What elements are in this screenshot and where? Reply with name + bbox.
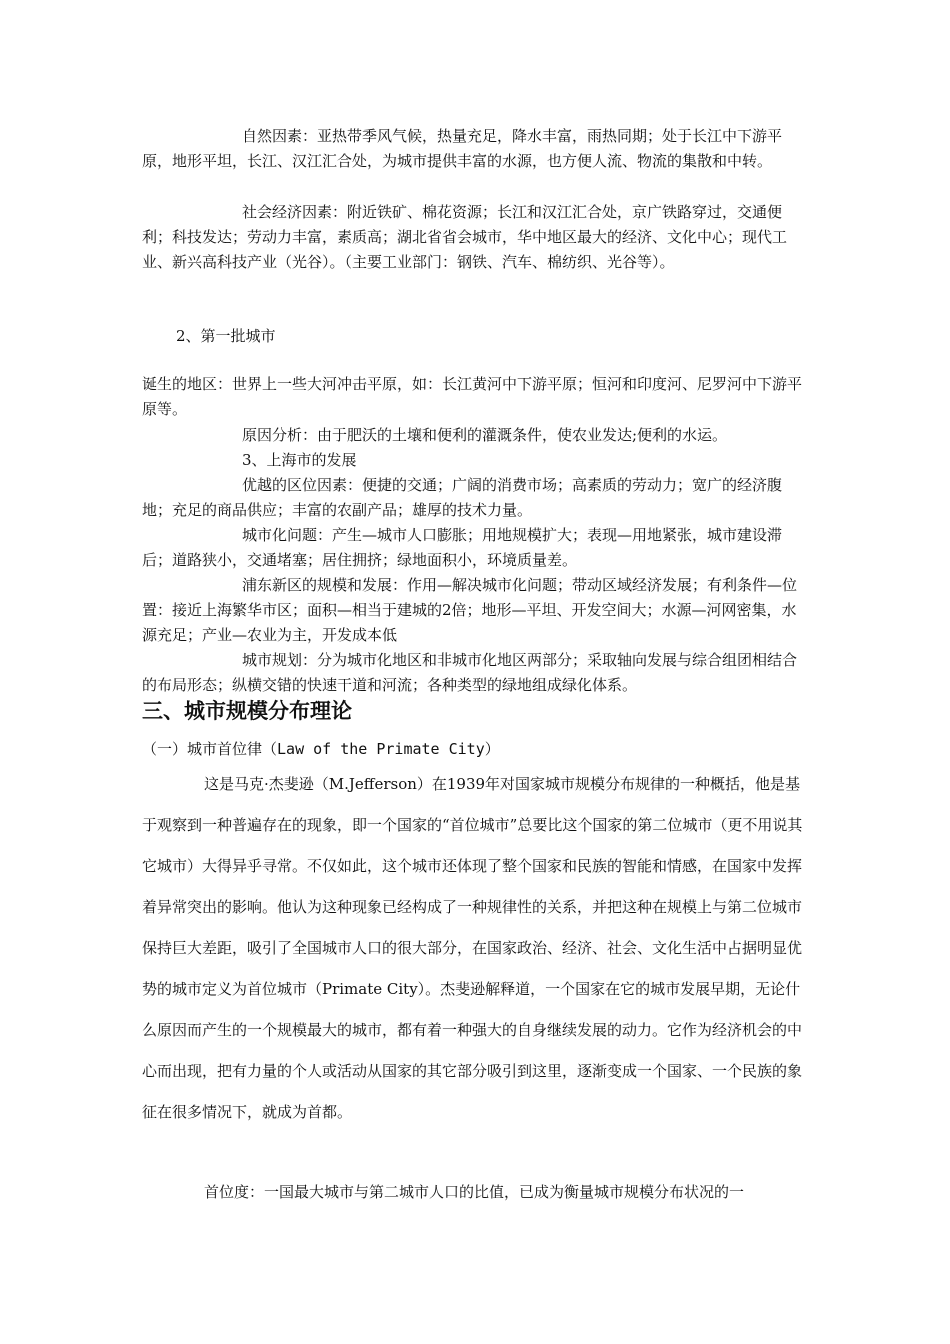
shanghai-heading: 3、上海市的发展 bbox=[242, 451, 357, 469]
jefferson-paragraph: 这是马克·杰斐逊（M.Jefferson）在1939年对国家城市规模分布规律的一种概括，他是基于观察到一种普遍存在的现象，即一个国家的“首位城市”总要比这个国家的第二位城市（更不用说其它城市）大得异乎寻常。不仅如此，这个城市还体现了整个国家和民族的智能和情感，在国家中发挥着异常突出的影响。他认为这种现象已经构成了一种规律性的关系，并把这种在规模上与第二位城市保持巨大差距，吸引了全国城市人口的很大部分，在国家政治、经济、社会、文化生活中占据明显优势的城市定义为首位城市（Primate City）。杰斐逊解释道，一个国家在它的城市发展早期，无论什么原因而产生的一个规模最大的城市，都有着一种强大的自身继续发展的动力。它作为经济机会的中心而出现，把有力量的个人或活动从国家的其它部分吸引到这里，逐渐变成一个国家、一个民族的象征在很多情况下，就成为首都。 bbox=[142, 775, 803, 1121]
birth-region-paragraph: 诞生的地区：世界上一些大河冲击平原，如：长江黄河中下游平原；恒河和印度河、尼罗河中下游平原等。 bbox=[142, 375, 803, 418]
location-factors-paragraph: 优越的区位因素：便捷的交通；广阔的消费市场；高素质的劳动力；宽广的经济腹地；充足的商品供应；丰富的农副产品；雄厚的技术力量。 bbox=[142, 476, 783, 519]
first-cities-heading: 2、第一批城市 bbox=[176, 327, 276, 345]
urbanization-problems-paragraph: 城市化问题：产生—城市人口膨胀；用地规模扩大；表现—用地紧张，城市建设滞后；道路狭小，交通堵塞；居住拥挤；绿地面积小，环境质量差。 bbox=[142, 526, 783, 569]
subtitle-suffix: ） bbox=[484, 740, 500, 758]
subtitle-english: Law of the Primate City bbox=[277, 740, 485, 758]
urban-planning-paragraph: 城市规划：分为城市化地区和非城市化地区两部分；采取轴向发展与综合组团相结合的布局形态；纵横交错的快速干道和河流；各种类型的绿地组成绿化体系。 bbox=[142, 651, 798, 694]
socioeconomic-factors-paragraph: 社会经济因素：附近铁矿、棉花资源；长江和汉江汇合处，京广铁路穿过，交通便利；科技发达；劳动力丰富，素质高；湖北省省会城市，华中地区最大的经济、文化中心；现代工业、新兴高科技产业（光谷）。（主要工业部门：钢铁、汽车、棉纺织、光谷等）。 bbox=[142, 203, 788, 271]
natural-factors-paragraph: 自然因素：亚热带季风气候，热量充足，降水丰富，雨热同期；处于长江中下游平原，地形平坦，长江、汉江汇合处，为城市提供丰富的水源，也方便人流、物流的集散和中转。 bbox=[142, 127, 783, 170]
primacy-paragraph: 首位度：一国最大城市与第二城市人口的比值，已成为衡量城市规模分布状况的一 bbox=[204, 1183, 745, 1201]
pudong-paragraph: 浦东新区的规模和发展：作用—解决城市化问题；带动区域经济发展；有利条件—位置：接近上海繁华市区；面积—相当于建城的2倍；地形—平坦、开发空间大；水源—河网密集，水源充足；产业—农业为主，开发成本低 bbox=[142, 576, 798, 644]
primate-city-subtitle bbox=[142, 737, 810, 762]
subtitle-prefix: （一）城市首位律（ bbox=[142, 740, 278, 758]
cause-analysis-paragraph: 原因分析：由于肥沃的土壤和便利的灌溉条件，使农业发达;便利的水运。 bbox=[242, 426, 728, 444]
section-title: 三、城市规模分布理论 bbox=[142, 699, 352, 723]
